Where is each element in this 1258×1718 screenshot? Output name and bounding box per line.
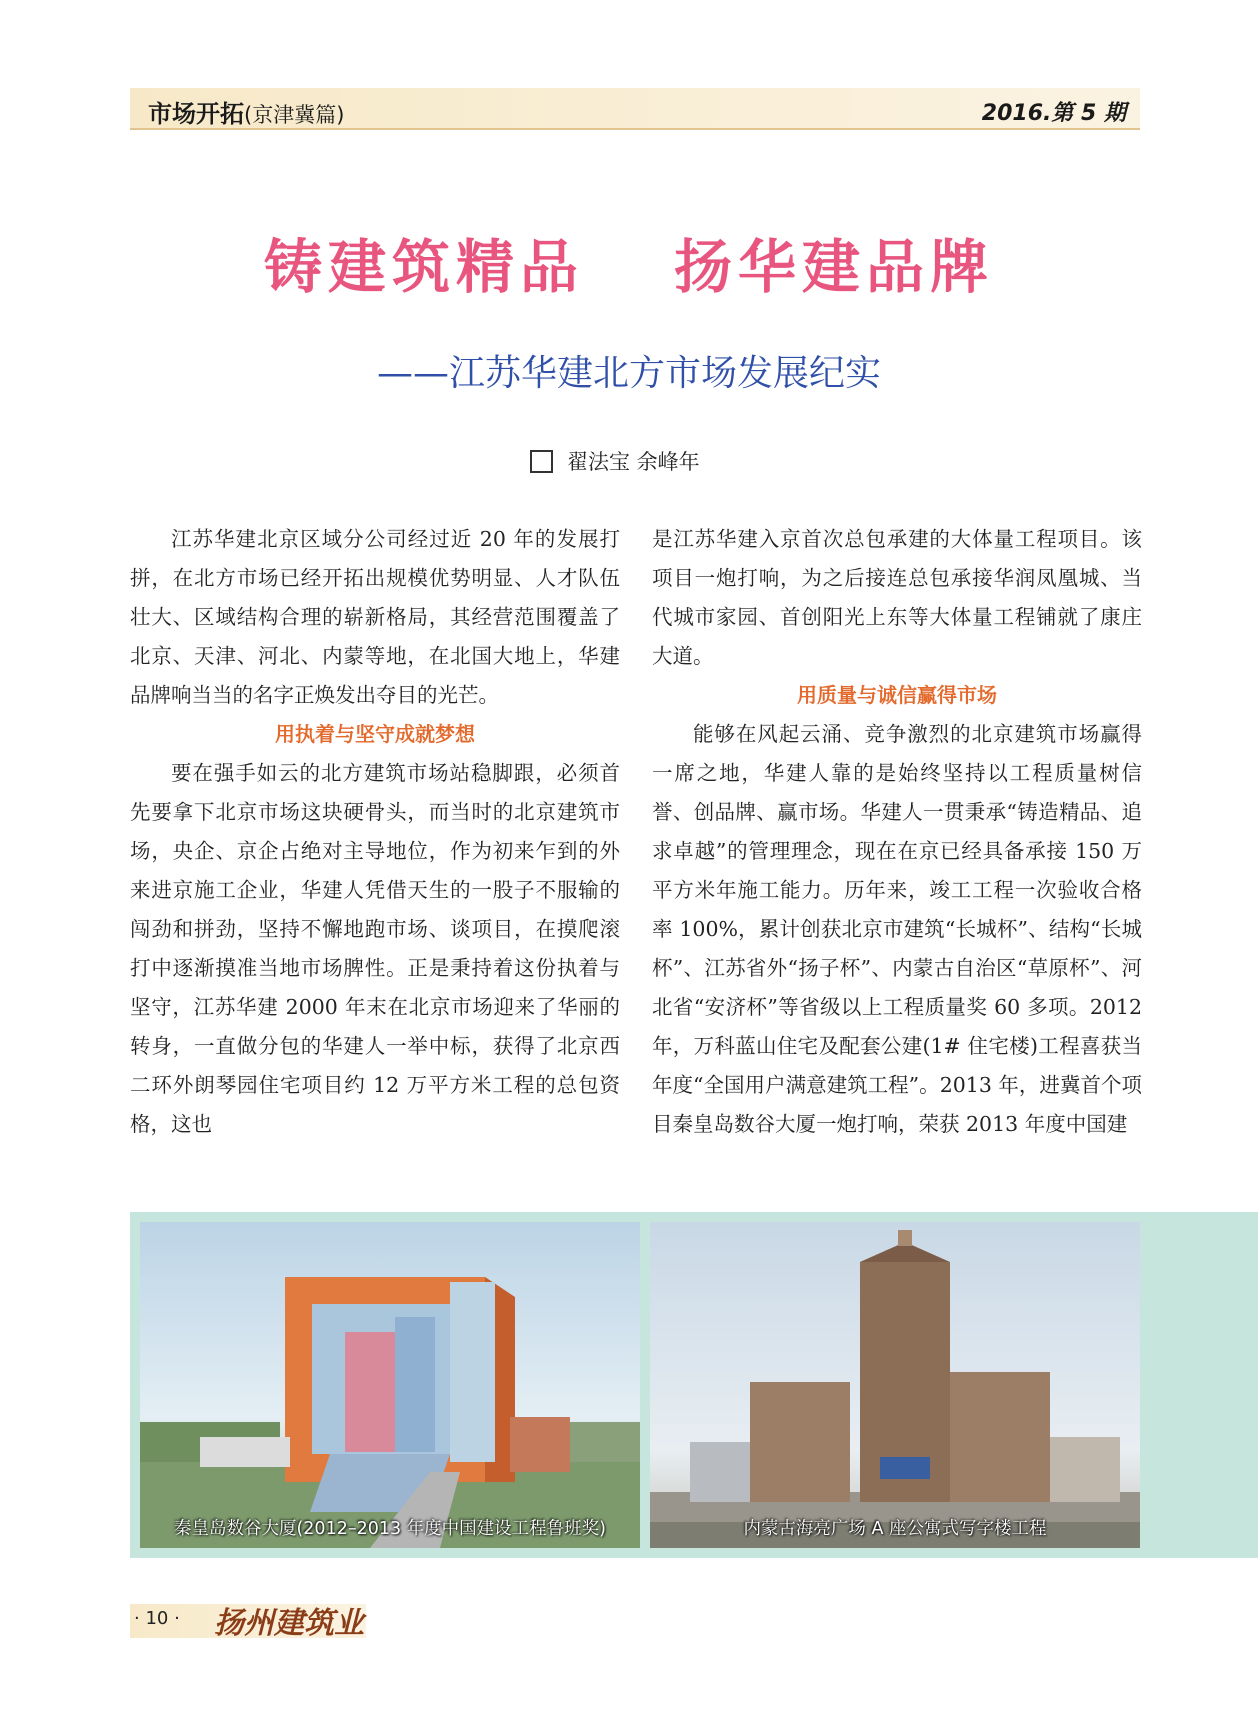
section-title <box>148 94 344 129</box>
building-illustration-left <box>140 1222 640 1548</box>
column-right <box>652 520 1142 1144</box>
authors: 翟法宝 余峰年 <box>567 450 700 474</box>
magazine-logo: 扬州建筑业 <box>214 1606 364 1641</box>
section1-heading: 用执着与坚守成就梦想 <box>275 722 475 746</box>
photo-left-caption: 秦皇岛数谷大厦(2012–2013 年度中国建设工程鲁班奖) <box>173 1519 607 1539</box>
article-title <box>0 220 1258 304</box>
byline <box>530 446 700 476</box>
square-icon <box>530 450 553 473</box>
photo-right-caption: 内蒙古海亮广场 A 座公寓式写字楼工程 <box>743 1519 1047 1539</box>
title-part1: 铸建筑精品 <box>263 233 584 301</box>
section-sublabel: (京津冀篇) <box>244 103 345 127</box>
intro-paragraph: 江苏华建北京区域分公司经过近 20 年的发展打拼，在北方市场已经开拓出规模优势明显、人才队伍壮大、区域结构合理的崭新格局，其经营范围覆盖了北京、天津、河北、内蒙等地，在北国大地上，华建品牌响当当的名字正焕发出夺目的光芒。 <box>130 527 620 707</box>
page-number: · 10 · <box>134 1608 180 1629</box>
section1-continuation: 是江苏华建入京首次总包承建的大体量工程项目。该项目一炮打响，为之后接连总包承接华润凤凰城、当代城市家园、首创阳光上东等大体量工程铺就了康庄大道。 <box>652 527 1142 668</box>
section2-paragraph: 能够在风起云涌、竞争激烈的北京建筑市场赢得一席之地，华建人靠的是始终坚持以工程质量树信誉、创品牌、赢市场。华建人一贯秉承“铸造精品、追求卓越”的管理理念，现在在京已经具备承接 150 万平方米年施工能力。历年来，竣工工程一次验收合格率 100%，累计创获北京市建筑“长城杯”、结构“长城杯”、江苏省外“扬子杯”、内蒙古自治区“草原杯”、河北省“安济杯”等省级以上工程质量奖 60 多项。2012 年，万科蓝山住宅及配套公建(1# 住宅楼)工程喜获当年度“全国用户满意建筑工程”。2013 年，进冀首个项目秦皇岛数谷大厦一炮打响，荣获 2013 年度中国建 <box>652 722 1142 1136</box>
photo-qinhuangdao-building <box>140 1222 640 1548</box>
section1-paragraph: 要在强手如云的北方建筑市场站稳脚跟，必须首先要拿下北京市场这块硬骨头，而当时的北京建筑市场，央企、京企占绝对主导地位，作为初来乍到的外来进京施工企业，华建人凭借天生的一股子不服输的闯劲和拼劲，坚持不懈地跑市场、谈项目，在摸爬滚打中逐渐摸准当地市场脾性。正是秉持着这份执着与坚守，江苏华建 2000 年末在北京市场迎来了华丽的转身，一直做分包的华建人一举中标，获得了北京西二环外朗琴园住宅项目约 12 万平方米工程的总包资格，这也 <box>130 761 620 1136</box>
issue-label: 2016.第 5 期 <box>981 101 1126 126</box>
column-left <box>130 520 620 1144</box>
section2-heading: 用质量与诚信赢得市场 <box>797 683 997 707</box>
building-illustration-right <box>650 1222 1140 1548</box>
article-subtitle: ——江苏华建北方市场发展纪实 <box>376 353 881 394</box>
section-label: 市场开拓 <box>148 100 244 128</box>
title-part2: 扬华建品牌 <box>674 233 995 301</box>
photo-hailiang-plaza <box>650 1222 1140 1548</box>
